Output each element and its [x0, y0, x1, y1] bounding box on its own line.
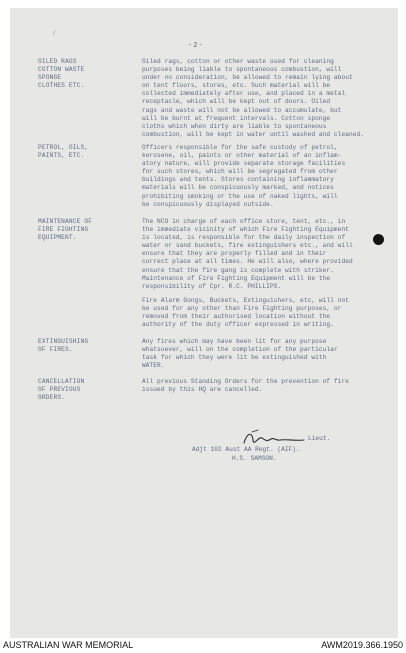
- section-heading: MAINTENANCE OF FIRE FIGHTING EQUIPMENT.: [38, 218, 93, 242]
- section-body: Officers responsible for the safe custody of petrol, kerosene, oil, paints or other material of an inflam- atory nature, will provide separate storage facilities for such stores, which will be segregated from other buildings and tents. Stores containing inflammatory materials will be conspicuously marked, and notices prohibiting smoking or the use of naked lights, will be conspicuously displayed outside.: [142, 144, 346, 208]
- corner-mark: ∕: [52, 30, 57, 38]
- footer-institution: AUSTRALIAN WAR MEMORIAL: [3, 640, 134, 650]
- signature-rank: Lieut.: [308, 435, 331, 442]
- archive-footer: [0, 639, 406, 653]
- signature-name: H.S. SAMSON.: [232, 455, 277, 462]
- section-body: Fire Alarm Gongs, Buckets, Extinguishers, etc, will not be used for any other than Fire Fighting purposes, or removed from their authorised location without the authority of the duty officer expressed in writing.: [142, 297, 349, 329]
- section-body: Oiled rags, cotton or other waste used for cleaning purposes being liable to spontaneous combustion, will under no consideration, be allowed to remain lying about on tent floors, stores, etc. Such material will be collected immediately after use, and placed in a metal receptacle, which will be kept out of doors. Oiled rags and waste will not be allowed to accumulate, but will be burnt at frequent intervals. Cotton sponge cloths which when dirty are liable to spontaneous combustion, will be kept in water until washed and cleaned.: [142, 58, 365, 138]
- footer-accession-number: AWM2019.366.1950: [321, 640, 403, 650]
- section-heading: OILED RAGS COTTON WASTE SPONGE CLOTHES ETC.: [38, 58, 85, 90]
- section-body: Any fires which may have been lit for any purpose whatsoever, will on the completion of the particular task for which they were lit be extinguished with WATER.: [142, 338, 338, 370]
- section-body: The NCO in charge of each office store, tent, etc., in the immediate vicinity of which Fire Fighting Equipment is located, is responsible for the daily inspection of water or sand buckets, fire extinguishers etc., and will ensure that they are properly filled and in their correct place at all times. He will also, where provided ensure that the fire gang is complete with striker. Maintenance of Fire Fighting Equipment will be the responsibility of Cpr. R.C. PHILLIPS.: [142, 218, 353, 290]
- section-heading: PETROL, OILS, PAINTS, ETC.: [38, 144, 89, 160]
- signature-appointment: Adjt 102 Aust AA Regt. (AIF).: [192, 446, 300, 453]
- scanned-document: [10, 8, 398, 638]
- section-heading: EXTINGUISHING OF FIRES.: [38, 338, 89, 354]
- section-heading: CANCELLATION OF PREVIOUS ORDERS.: [38, 378, 85, 402]
- punch-hole: [373, 234, 384, 245]
- section-body: All previous Standing Orders for the prevention of fire issued by this HQ are cancelled.: [142, 378, 349, 394]
- page-number: -2-: [188, 42, 204, 50]
